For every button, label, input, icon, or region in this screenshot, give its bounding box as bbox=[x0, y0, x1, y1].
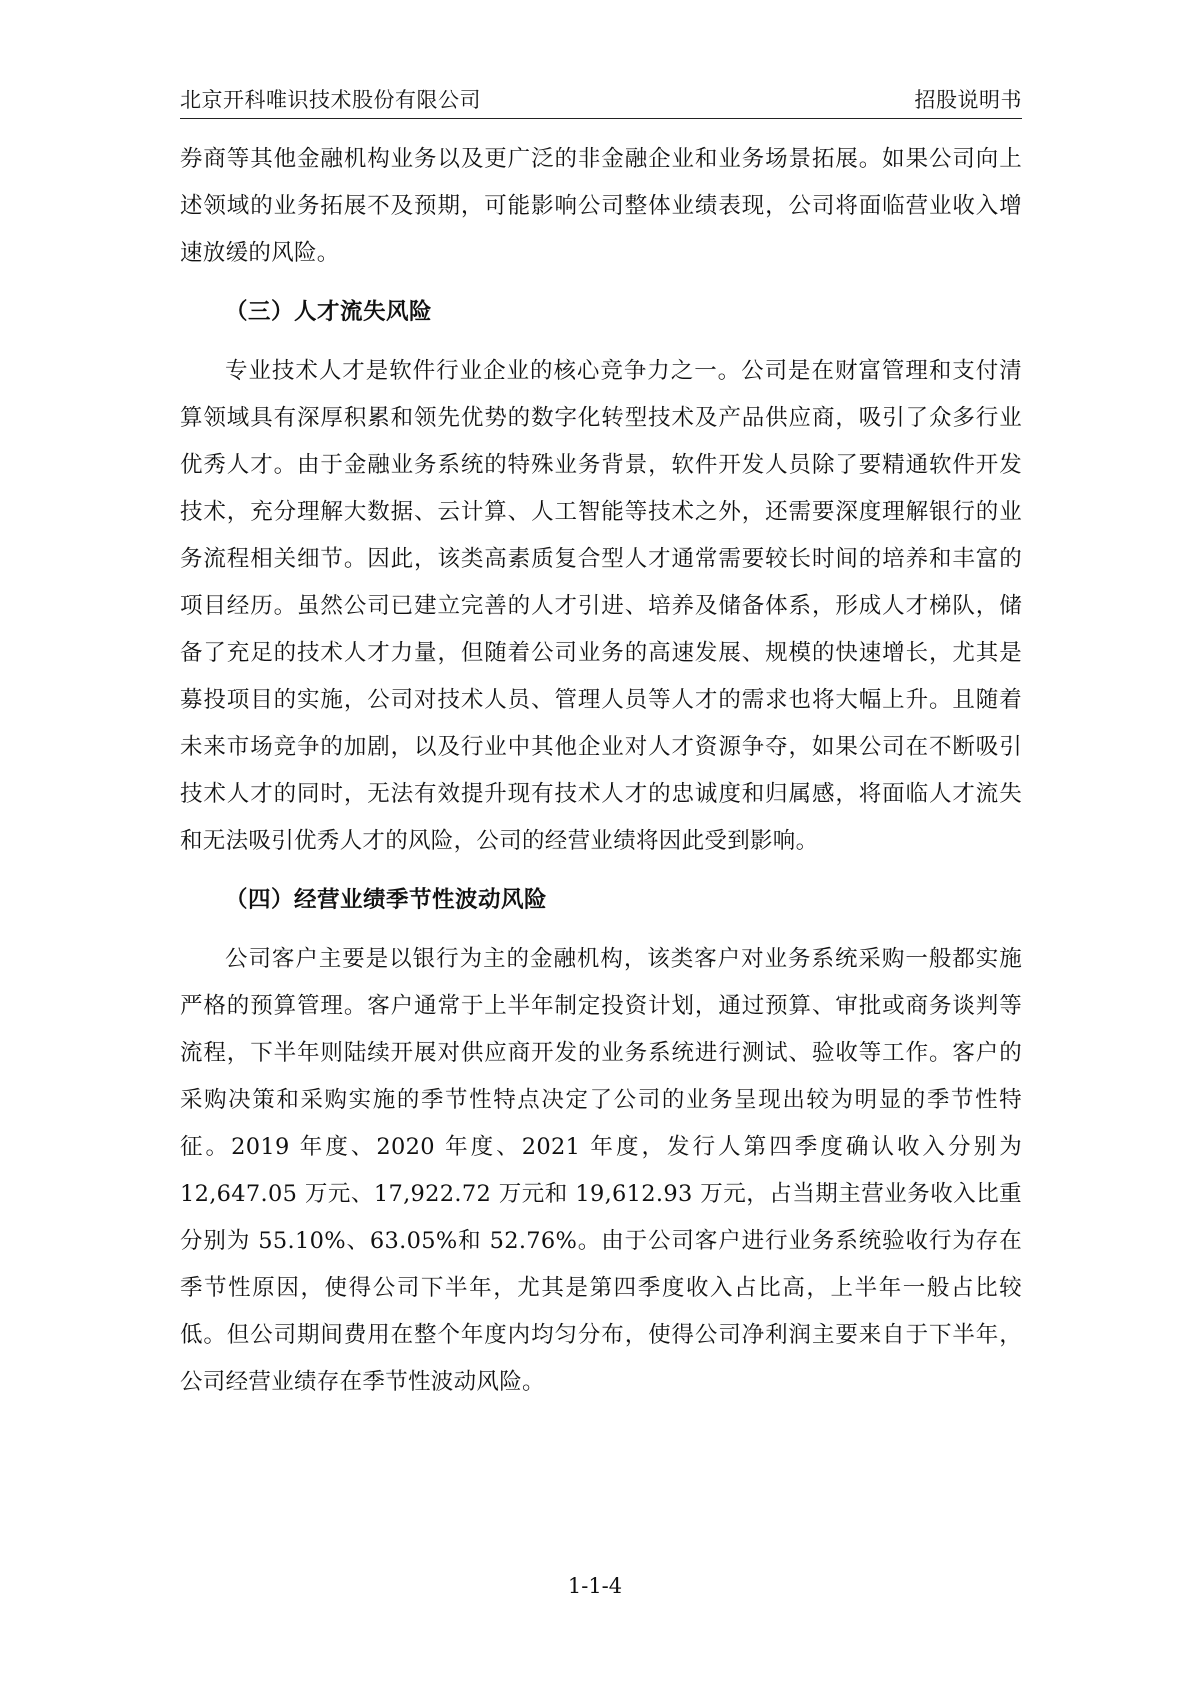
talent-risk-paragraph: 专业技术人才是软件行业企业的核心竞争力之一。公司是在财富管理和支付清算领域具有深厚积累和领先优势的数字化转型技术及产品供应商，吸引了众多行业优秀人才。由于金融业务系统的特殊业务背景，软件开发人员除了要精通软件开发技术，充分理解大数据、云计算、人工智能等技术之外，还需要深度理解银行的业务流程相关细节。因此，该类高素质复合型人才通常需要较长时间的培养和丰富的项目经历。虽然公司已建立完善的人才引进、培养及储备体系，形成人才梯队，储备了充足的技术人才力量，但随着公司业务的高速发展、规模的快速增长，尤其是募投项目的实施，公司对技术人员、管理人员等人才的需求也将大幅上升。且随着未来市场竞争的加剧，以及行业中其他企业对人才资源争夺，如果公司在不断吸引技术人才的同时，无法有效提升现有技术人才的忠诚度和归属感，将面临人才流失和无法吸引优秀人才的风险，公司的经营业绩将因此受到影响。 bbox=[180, 358, 1022, 854]
document-type: 招股说明书 bbox=[914, 88, 1022, 112]
section-heading-seasonality-risk: （四）经营业绩季节性波动风险 bbox=[225, 887, 548, 913]
company-name: 北京开科唯识技术股份有限公司 bbox=[180, 88, 481, 112]
seasonality-risk-paragraph: 公司客户主要是以银行为主的金融机构，该类客户对业务系统采购一般都实施严格的预算管理。客户通常于上半年制定投资计划，通过预算、审批或商务谈判等流程，下半年则陆续开展对供应商开发的业务系统进行测试、验收等工作。客户的采购决策和采购实施的季节性特点决定了公司的业务呈现出较为明显的季节性特征。2019 年度、2020 年度、2021 年度，发行人第四季度确认收入分别为 12,647.05 万元、17,922.72 万元和 19,612.93 万元，占当期主营业务收入比重分别为 55.10%、63.05%和 52.76%。由于公司客户进行业务系统验收行为存在季节性原因，使得公司下半年，尤其是第四季度收入占比高，上半年一般占比较低。但公司期间费用在整个年度内均匀分布，使得公司净利润主要来自于下半年，公司经营业绩存在季节性波动风险。 bbox=[180, 946, 1022, 1395]
section-heading-talent-risk: （三）人才流失风险 bbox=[225, 299, 433, 325]
page-header bbox=[180, 82, 1022, 119]
document-body bbox=[180, 136, 1022, 1406]
intro-paragraph: 券商等其他金融机构业务以及更广泛的非金融企业和业务场景拓展。如果公司向上述领域的业务拓展不及预期，可能影响公司整体业绩表现，公司将面临营业收入增速放缓的风险。 bbox=[180, 146, 1022, 266]
page-number: 1-1-4 bbox=[567, 1574, 623, 1598]
